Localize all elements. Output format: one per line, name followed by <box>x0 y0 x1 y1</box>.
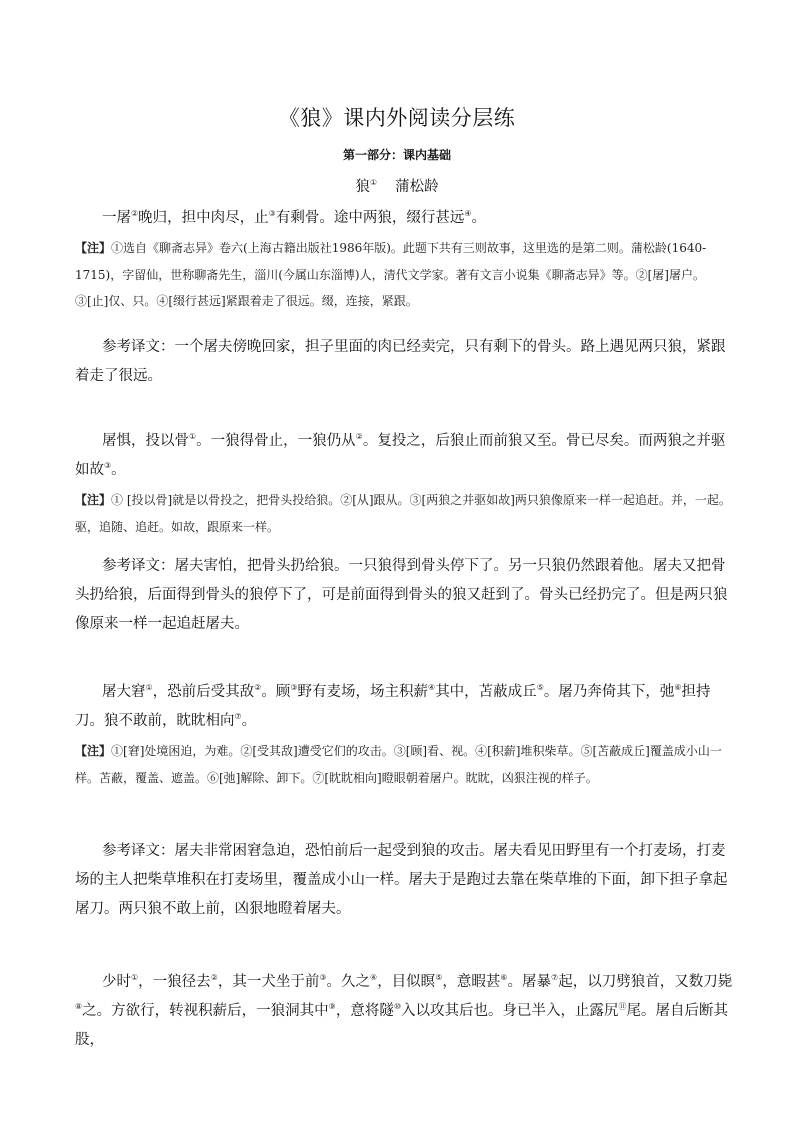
footnote-mark: ⑧ <box>75 1002 83 1012</box>
text-run: ①[窘]处境困迫，为难。②[受其敌]遭受它们的攻击。③[顾]看、视。④[积薪]堆积柴草。⑤[苫蔽成丘]覆盖成小山一样。苫蔽，覆盖、遮盖。⑥[弛]解除、卸下。⑦[眈眈相向]瞪眼朝着屠户。眈眈，凶狠注视的样子。 <box>75 744 722 785</box>
passage-2 <box>75 427 735 485</box>
annotation-2 <box>75 487 735 540</box>
text-run: 。 <box>241 713 257 729</box>
document-title: 《狼》课内外阅读分层练 <box>278 106 516 130</box>
text-run: ，目似瞑 <box>377 974 436 990</box>
note-tag: 【注】 <box>75 493 112 507</box>
passage-1 <box>75 204 735 233</box>
footnote-mark: ⑤ <box>435 973 443 983</box>
passage-3 <box>75 678 735 736</box>
footnote-mark: ③ <box>290 683 298 693</box>
text-run: ，其一犬坐于前 <box>217 974 320 990</box>
text-run: 。久之 <box>326 974 371 990</box>
footnote-mark: ③ <box>319 973 327 983</box>
translation-2 <box>75 552 735 639</box>
footnote-mark: ② <box>210 973 218 983</box>
annotation-1 <box>75 235 735 315</box>
text-run: 。复投之，后狼止而前狼又至。骨已尽矣。而两狼之并驱如故 <box>75 433 726 478</box>
note-tag: 【注】 <box>75 241 112 255</box>
text-run: 。顾 <box>261 684 291 700</box>
translation-3 <box>75 837 735 924</box>
text-run: 。 <box>471 210 487 226</box>
text-run: 一屠 <box>102 210 131 226</box>
text-run: 担持刀。狼不敢前，眈眈相向 <box>75 684 711 729</box>
footnote-mark: ④ <box>370 973 378 983</box>
text-run: ，恐前后受其敌 <box>152 684 255 700</box>
section-heading: 第一部分：课内基础 <box>342 148 451 162</box>
footnote-mark: ① <box>131 973 139 983</box>
text-run: 。屠乃奔倚其下，弛 <box>543 684 675 700</box>
footnote-mark: ⑦ <box>234 712 242 722</box>
text-run: ，意暇甚 <box>442 974 501 990</box>
footnote-mark: ② <box>355 432 363 442</box>
author-name: 蒲松龄 <box>395 179 439 195</box>
footnote-mark: ③ <box>104 461 112 471</box>
text-run: 少时 <box>102 974 131 990</box>
text-run: 参考译文：屠夫非常困窘急迫，恐怕前后一起受到狼的攻击。屠夫看见田野里有一个打麦场，打麦场的主人把柴草堆积在打麦场里，覆盖成小山一样。屠夫于是跑过去靠在柴草堆的下面，卸下担子拿起屠刀。两只狼不敢上前，凶狠地瞪着屠夫。 <box>75 843 728 917</box>
text-run: 之。方欲行，转视积薪后，一狼洞其中 <box>82 1003 329 1019</box>
text-run: ，意将隧 <box>335 1003 394 1019</box>
footnote-mark: ② <box>254 683 262 693</box>
footnote-mark: ③ <box>268 209 276 219</box>
text-run: ① [投以骨]就是以骨投之，把骨头投给狼。②[从]跟从。③[两狼之并驱如故]两只狼像原来一样一起追赶。并，一起。驱，追随、追赶。如故，跟原来一样。 <box>75 493 731 534</box>
footnote-mark: ⑪ <box>618 1002 627 1012</box>
footnote-mark: ① <box>369 178 378 188</box>
footnote-mark: ⑥ <box>674 683 682 693</box>
footnote-mark: ⑥ <box>500 973 508 983</box>
footnote-mark: ① <box>145 683 153 693</box>
text-run: 。一狼得骨止，一狼仍从 <box>196 433 356 449</box>
text-run: 参考译文：一个屠夫傍晚回家，担子里面的肉已经卖完，只有剩下的骨头。路上遇见两只狼，紧跟着走了很远。 <box>75 339 726 384</box>
text-run: 屠大窘 <box>102 684 146 700</box>
footnote-mark: ⑦ <box>551 973 559 983</box>
text-run: 其中，苫蔽成丘 <box>435 684 537 700</box>
passage-4 <box>75 968 735 1055</box>
annotation-3 <box>75 738 735 791</box>
translation-1 <box>75 333 735 391</box>
footnote-mark: ② <box>131 209 139 219</box>
footnote-mark: ④ <box>464 209 472 219</box>
text-run: 起，以刀劈狼首，又数刀毙 <box>558 974 733 990</box>
text-run: 入以攻其后也。身已半入，止露尻 <box>401 1003 619 1019</box>
note-tag: 【注】 <box>75 744 112 758</box>
text-run: 。屠暴 <box>507 974 552 990</box>
text-run: 参考译文：屠夫害怕，把骨头扔给狼。一只狼得到骨头停下了。另一只狼仍然跟着他。屠夫又把骨头扔给狼，后面得到骨头的狼停下了，可是前面得到骨头的狼又赶到了。骨头已经扔完了。但是两只狼像原来一样一起追赶屠夫。 <box>75 558 728 632</box>
text-run: 有剩骨。途中两狼，缀行甚远 <box>275 210 465 226</box>
footnote-mark: ④ <box>428 683 436 693</box>
text-run: 晚归，担中肉尽，止 <box>138 210 269 226</box>
text-run: 尾。屠自后断其股， <box>75 1003 729 1048</box>
work-title: 狼 <box>355 179 370 195</box>
footnote-mark: ⑨ <box>328 1002 336 1012</box>
text-run: ①选自《聊斋志异》卷六(上海古籍出版社1986年版)。此题下共有三则故事，这里选的是第二则。蒲松龄(1640-1715)，字留仙，世称聊斋先生，淄川(今属山东淄博)人，清代文学家。著有文言小说集《聊斋志异》等。②[屠]屠户。③[止]仅、只。④[缀行甚远]紧跟着走了很远。缀，连接，紧跟。 <box>75 241 707 308</box>
work-byline <box>0 175 794 196</box>
text-run: ，一狼径去 <box>138 974 211 990</box>
text-run: 屠惧，投以骨 <box>102 433 189 449</box>
text-run: 。 <box>111 462 126 478</box>
footnote-mark: ⑤ <box>536 683 544 693</box>
footnote-mark: ⑩ <box>393 1002 402 1012</box>
footnote-mark: ① <box>189 432 197 442</box>
text-run: 野有麦场，场主积薪 <box>297 684 429 700</box>
